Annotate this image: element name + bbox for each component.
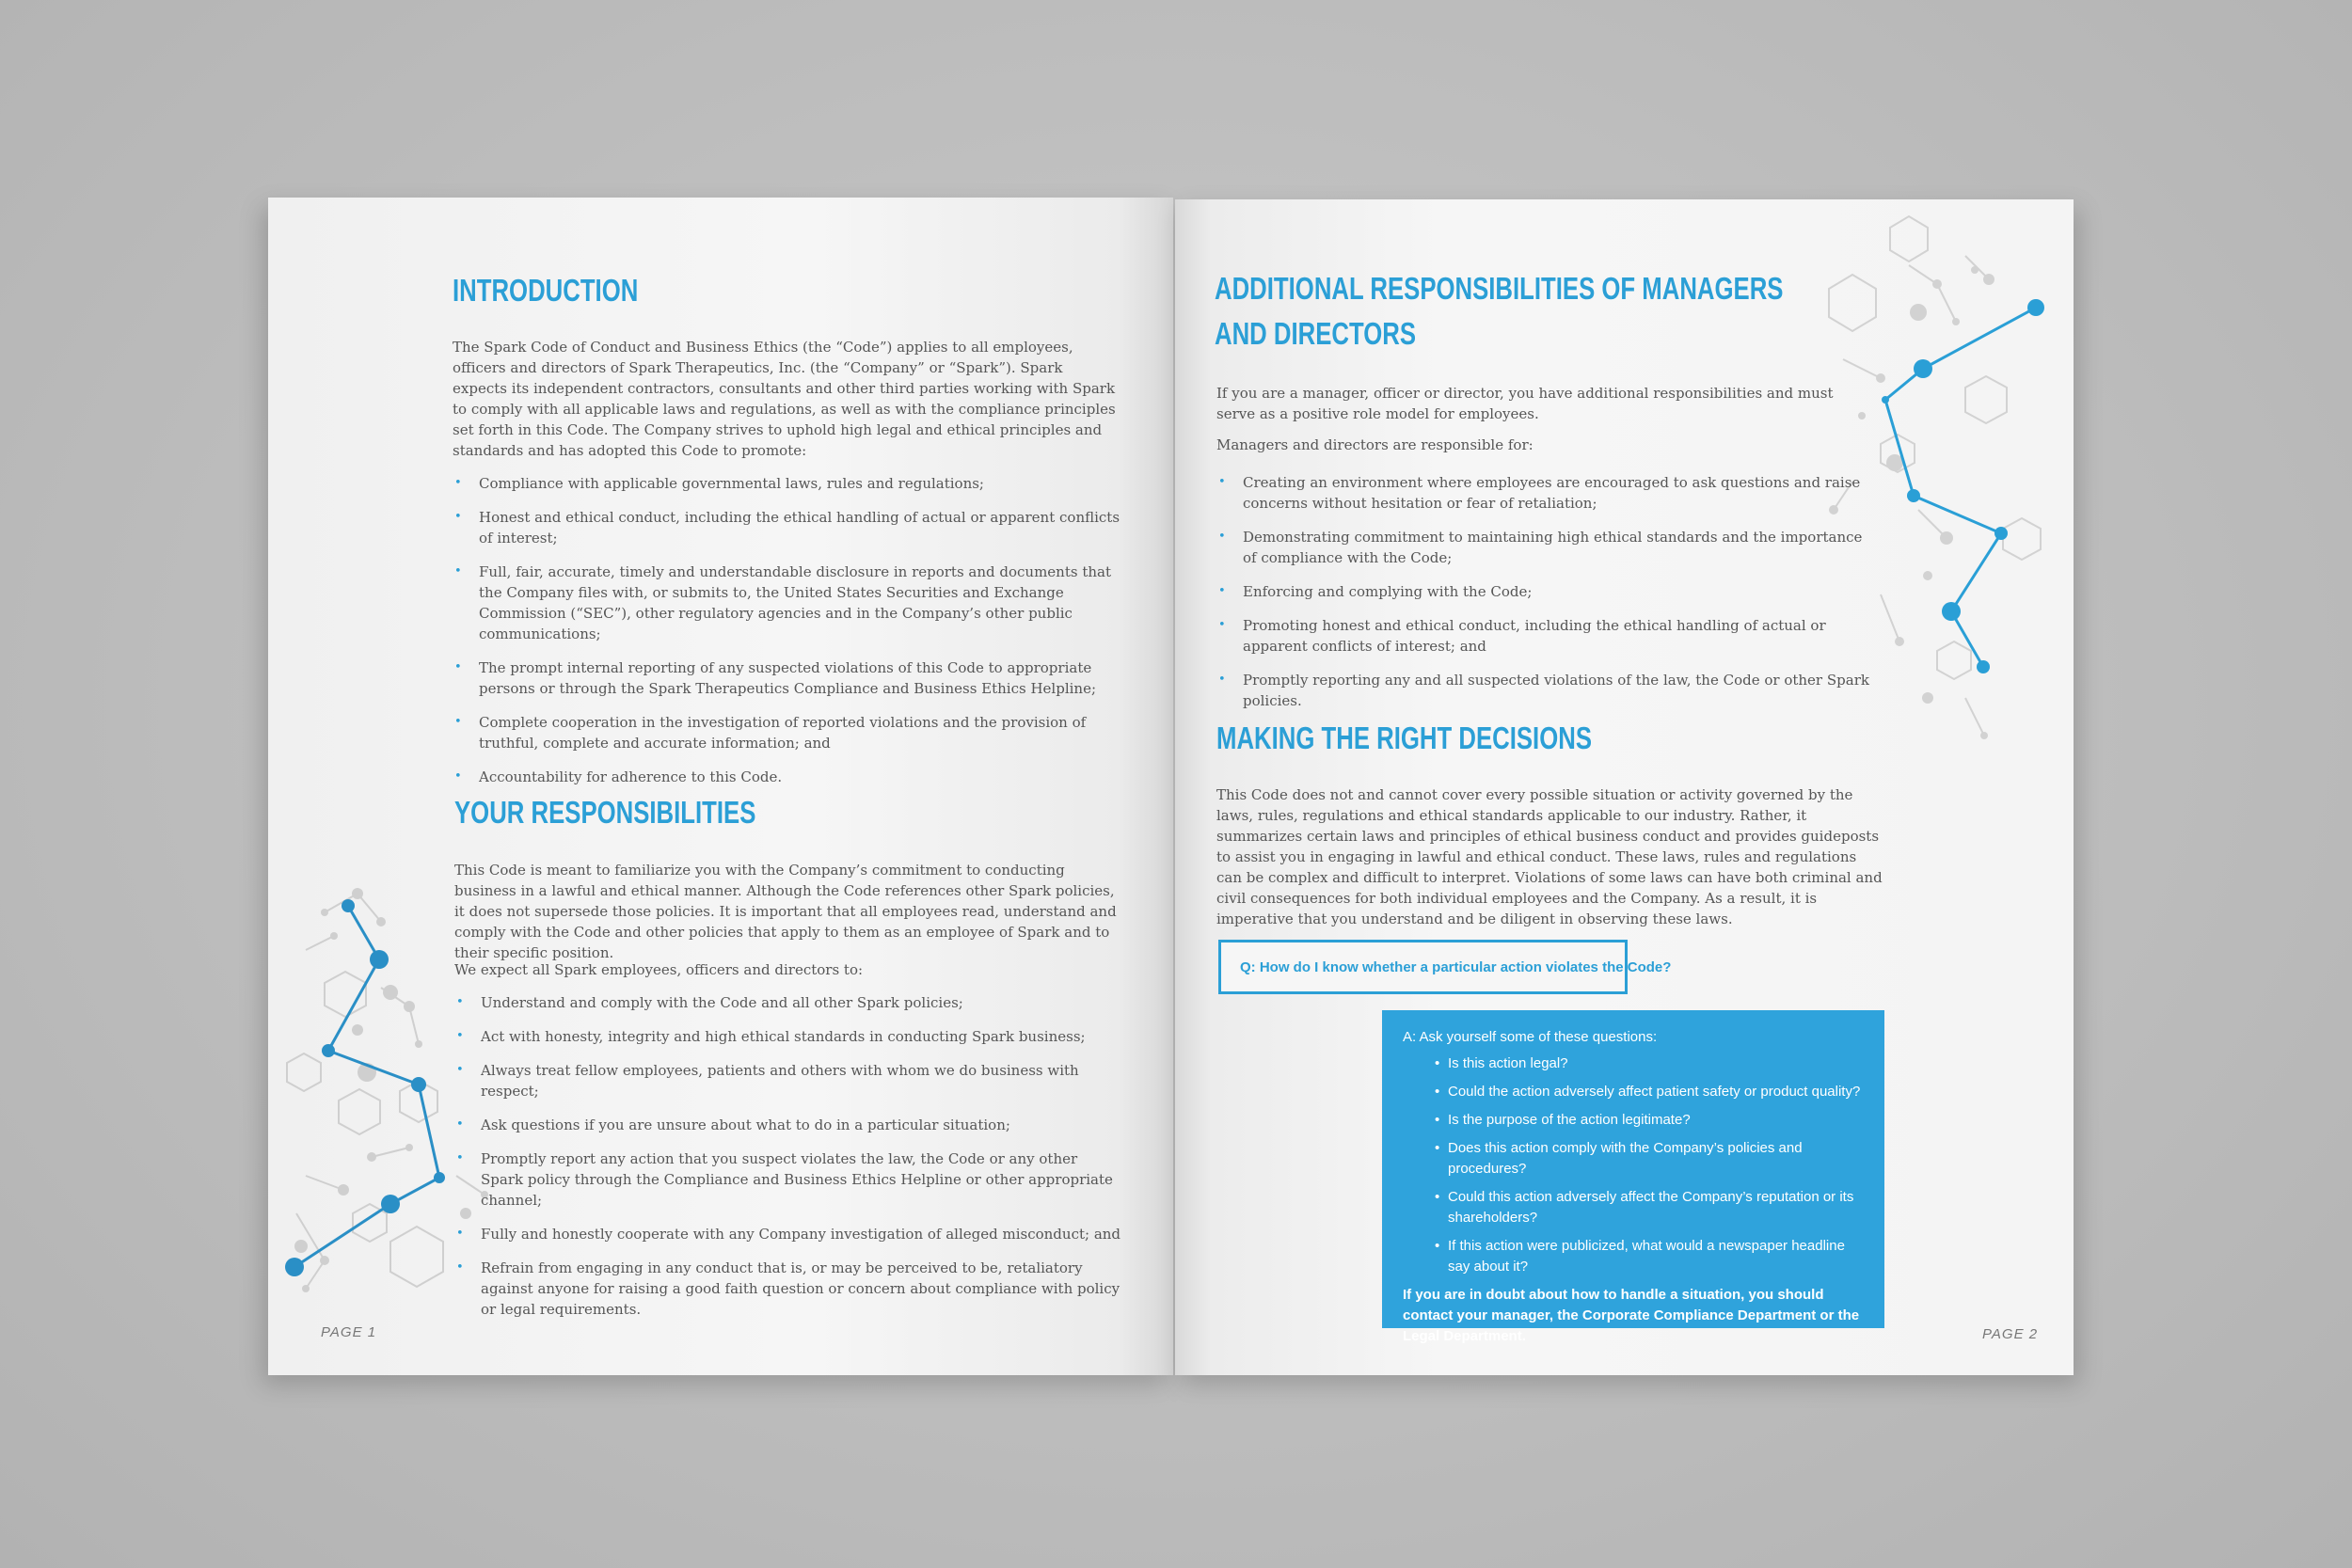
making-decisions-heading: MAKING THE RIGHT DECISIONS — [1216, 721, 1592, 755]
list-item: • Ask questions if you are unsure about what to do in a particular situation; — [454, 1115, 1122, 1135]
answer-outro: If you are in doubt about how to handle a situation, you should contact your manager, the Corporate Compliance Department or the Legal Department. — [1403, 1287, 1860, 1344]
your-responsibilities-paragraph: This Code is meant to familiarize you with the Company’s commitment to conducting business in a lawful and ethical manner. Although the Code references other Spark policies, it does not supersede those policies. It is important that all employees read, understand and comply with the Code and other policies that apply to them as an employee of Spark and to their specific position. — [454, 862, 1117, 961]
list-item: • Enforcing and complying with the Code; — [1216, 581, 1875, 602]
list-item: • Compliance with applicable governmental laws, rules and regulations; — [453, 473, 1120, 494]
list-item: • Accountability for adherence to this Code. — [453, 767, 1120, 787]
list-item: • Refrain from engaging in any conduct that is, or may be perceived to be, retaliatory against anyone for raising a good faith question or concern about compliance with policy or legal requirements. — [454, 1258, 1122, 1320]
list-item: • If this action were publicized, what would a newspaper headline say about it? — [1435, 1236, 1864, 1277]
additional-responsibilities-bullet-list — [1216, 472, 1875, 711]
list-item: • Complete cooperation in the investigation of reported violations and the provision of truthful, complete and accurate information; and — [453, 712, 1120, 753]
answer-intro: A: Ask yourself some of these questions: — [1403, 1029, 1658, 1045]
additional-responsibilities-heading-line2: AND DIRECTORS — [1215, 316, 1417, 351]
left-page — [268, 198, 1173, 1375]
page-number: PAGE 2 — [1982, 1326, 2039, 1342]
list-item: • Full, fair, accurate, timely and understandable disclosure in reports and documents that the Company files with, or submits to, the United States Securities and Exchange Commission (“SEC”), other regulatory agencies and in the Company’s other public communications; — [453, 562, 1120, 644]
list-item: • Promptly reporting any and all suspected violations of the law, the Code or other Spark policies. — [1216, 670, 1875, 711]
list-item: • Could this action adversely affect the Company’s reputation or its shareholders? — [1435, 1187, 1864, 1228]
list-item: • Is this action legal? — [1435, 1053, 1864, 1074]
answer-bullet-list — [1403, 1053, 1864, 1277]
question-box — [1218, 940, 1672, 994]
list-item: • Honest and ethical conduct, including the ethical handling of actual or apparent conflicts of interest; — [453, 507, 1120, 548]
list-item: • Always treat fellow employees, patients and others with whom we do business with respect; — [454, 1060, 1122, 1101]
making-decisions-paragraph: This Code does not and cannot cover every possible situation or activity governed by the laws, rules, regulations and ethical standards applicable to our industry. Rather, it summarizes certain laws and principles of ethical business conduct and provides guideposts to assist you in engaging in lawful and ethical conduct. These laws, rules and regulations can be complex and difficult to interpret. Violations of some laws can have both criminal and civil consequences for both individual employees and the Company. As a result, it is imperative that you understand and be diligent in observing these laws. — [1216, 786, 1883, 927]
additional-responsibilities-lead: Managers and directors are responsible for: — [1216, 436, 1534, 453]
introduction-bullet-list — [453, 473, 1120, 787]
list-item: • Promoting honest and ethical conduct, including the ethical handling of actual or apparent conflicts of interest; and — [1216, 615, 1875, 657]
additional-responsibilities-heading: ADDITIONAL RESPONSIBILITIES OF MANAGERS — [1215, 271, 1784, 306]
list-item: • Does this action comply with the Company’s policies and procedures? — [1435, 1138, 1864, 1180]
list-item: • Fully and honestly cooperate with any Company investigation of alleged misconduct; and — [454, 1224, 1122, 1244]
answer-box — [1382, 1010, 1884, 1344]
list-item: • Demonstrating commitment to maintaining high ethical standards and the importance of compliance with the Code; — [1216, 527, 1875, 568]
your-responsibilities-bullet-list — [454, 992, 1122, 1320]
list-item: • Act with honesty, integrity and high ethical standards in conducting Spark business; — [454, 1026, 1122, 1047]
question-text: Q: How do I know whether a particular action violates the Code? — [1240, 958, 1672, 975]
list-item: • The prompt internal reporting of any suspected violations of this Code to appropriate persons or through the Spark Therapeutics Compliance and Business Ethics Helpline; — [453, 657, 1120, 699]
your-responsibilities-lead: We expect all Spark employees, officers and directors to: — [454, 961, 864, 978]
introduction-paragraph: The Spark Code of Conduct and Business Ethics (the “Code”) applies to all employees, officers and directors of Spark Therapeutics, Inc. (the “Company” or “Spark”). Spark expects its independent contractors, consultants and other third parties working with Spark to comply with all applicable laws and regulations, as well as with the compliance principles set forth in this Code. The Company strives to uphold high legal and ethical principles and standards and has adopted this Code to promote: — [453, 339, 1116, 459]
page-number: PAGE 1 — [321, 1324, 377, 1340]
right-page — [1175, 199, 2074, 1375]
introduction-heading: INTRODUCTION — [453, 273, 639, 308]
list-item: • Creating an environment where employees are encouraged to ask questions and raise concerns without hesitation or fear of retaliation; — [1216, 472, 1875, 514]
list-item: • Promptly report any action that you suspect violates the law, the Code or any other Spark policy through the Compliance and Business Ethics Helpline or other appropriate channel; — [454, 1148, 1122, 1211]
list-item: • Is the purpose of the action legitimate? — [1435, 1110, 1864, 1131]
list-item: • Could the action adversely affect patient safety or product quality? — [1435, 1082, 1864, 1102]
additional-responsibilities-paragraph: If you are a manager, officer or director, you have additional responsibilities and must serve as a positive role model for employees. — [1216, 385, 1834, 422]
list-item: • Understand and comply with the Code and all other Spark policies; — [454, 992, 1122, 1013]
your-responsibilities-heading: YOUR RESPONSIBILITIES — [454, 795, 756, 830]
